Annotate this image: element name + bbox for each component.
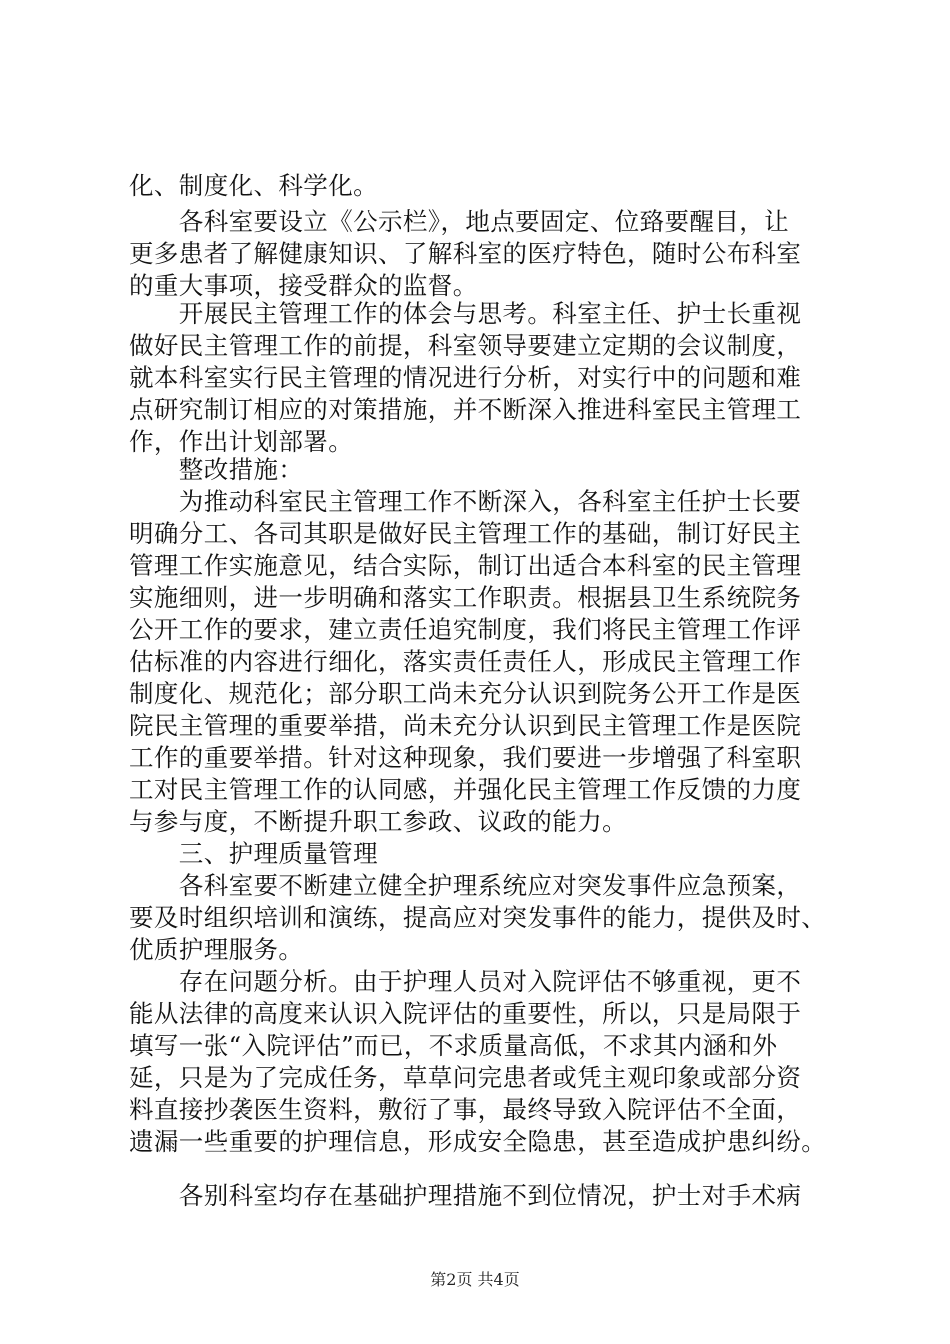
text-line: 开展民主管理工作的体会与思考。科室主任、护士长重视 <box>129 299 802 328</box>
text-line: 实施细则，进一步明确和落实工作职责。根据县卫生系统院务 <box>129 583 802 612</box>
text-line: 就本科室实行民主管理的情况进行分析，对实行中的问题和难 <box>129 363 802 392</box>
text-line: 做好民主管理工作的前提，科室领导要建立定期的会议制度， <box>129 331 802 360</box>
text-line: 的重大事项，接受群众的监督。 <box>129 271 478 300</box>
text-line: 为推动科室民主管理工作不断深入，各科室主任护士长要 <box>129 487 802 516</box>
text-line: 化、制度化、科学化。 <box>129 171 378 200</box>
text-line: 院民主管理的重要举措，尚未充分认识到民主管理工作是医院 <box>129 711 802 740</box>
text-line: 各科室要不断建立健全护理系统应对突发事件应急预案， <box>129 871 802 900</box>
text-line: 点研究制订相应的对策措施，并不断深入推进科室民主管理工 <box>129 395 802 424</box>
text-line: 整改措施： <box>129 455 304 484</box>
section-heading: 三、护理质量管理 <box>129 839 378 868</box>
text-line: 能从法律的高度来认识入院评估的重要性，所以，只是局限于 <box>129 999 802 1028</box>
text-line: 制度化、规范化；部分职工尚未充分认识到院务公开工作是医 <box>129 679 802 708</box>
text-line: 作，作出计划部署。 <box>129 427 354 456</box>
text-line: 填写一张“入院评估”而已，不求质量高低，不求其内涵和外 <box>129 1031 778 1060</box>
text-line: 工对民主管理工作的认同感，并强化民主管理工作反馈的力度 <box>129 775 802 804</box>
text-line: 与参与度，不断提升职工参政、议政的能力。 <box>129 807 627 836</box>
text-line: 各科室要设立《公示栏》，地点要固定、位臵要醒目，让 <box>129 207 790 236</box>
text-line: 估标准的内容进行细化，落实责任责任人，形成民主管理工作 <box>129 647 802 676</box>
text-line: 料直接抄袭医生资料，敷衍了事，最终导致入院评估不全面， <box>129 1095 802 1124</box>
text-line: 延，只是为了完成任务，草草问完患者或凭主观印象或部分资 <box>129 1063 802 1092</box>
text-line: 公开工作的要求，建立责任追究制度，我们将民主管理工作评 <box>129 615 802 644</box>
text-line: 工作的重要举措。针对这种现象，我们要进一步增强了科室职 <box>129 743 802 772</box>
text-line: 管理工作实施意见，结合实际，制订出适合本科室的民主管理 <box>129 551 802 580</box>
text-line: 优质护理服务。 <box>129 935 304 964</box>
page-number-footer: 第2页 共4页 <box>430 1270 520 1289</box>
text-line: 存在问题分析。由于护理人员对入院评估不够重视，更不 <box>129 967 802 996</box>
text-line: 明确分工、各司其职是做好民主管理工作的基础，制订好民主 <box>129 519 802 548</box>
text-line: 要及时组织培训和演练，提高应对突发事件的能力，提供及时、 <box>129 903 827 932</box>
text-line: 遗漏一些重要的护理信息，形成安全隐患，甚至造成护患纠纷。 <box>129 1127 827 1156</box>
text-line: 更多患者了解健康知识、了解科室的医疗特色，随时公布科室 <box>129 239 802 268</box>
text-line: 各别科室均存在基础护理措施不到位情况，护士对手术病 <box>129 1181 802 1210</box>
